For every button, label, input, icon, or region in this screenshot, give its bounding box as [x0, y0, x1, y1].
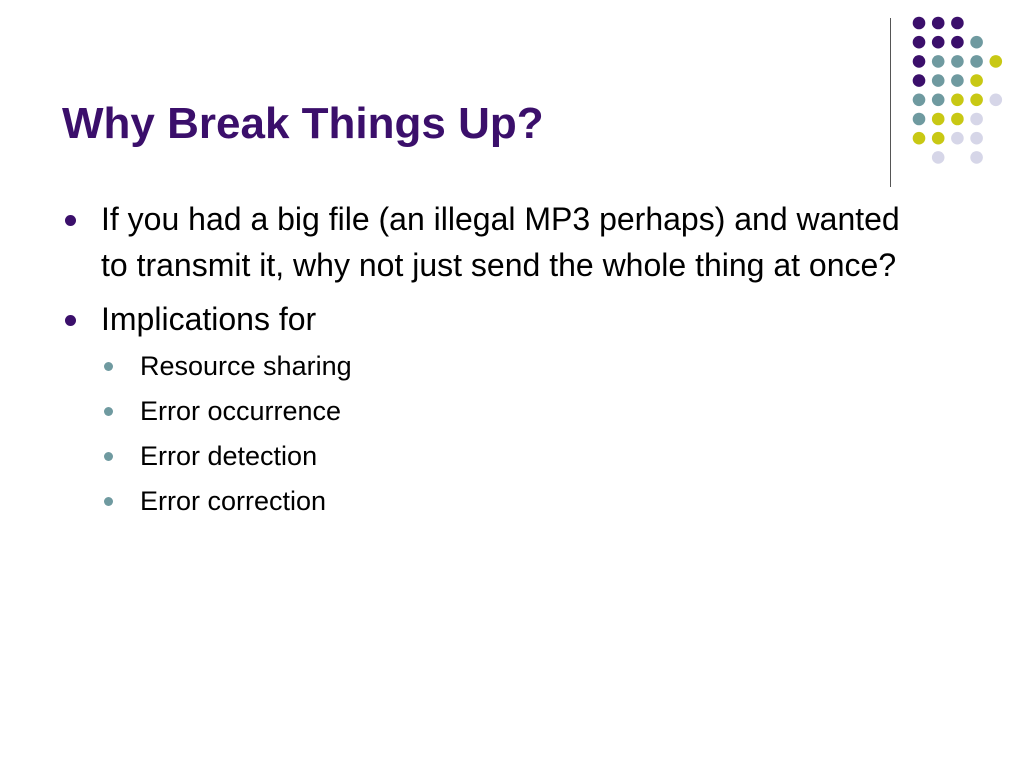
bullet-item [62, 196, 922, 288]
sub-bullet-dot [104, 497, 113, 506]
decorative-dot [951, 74, 964, 87]
slide-title: Why Break Things Up? [62, 99, 544, 148]
decorative-dot [970, 94, 983, 107]
decorative-dot [951, 94, 964, 107]
sub-bullet-text: Error detection [140, 441, 318, 471]
slide-body [62, 196, 922, 524]
decorative-dot [932, 74, 945, 87]
decorative-dot [951, 17, 964, 30]
decorative-dot [970, 74, 983, 87]
sub-bullet-item [101, 479, 922, 524]
decorative-dot [913, 94, 926, 107]
bullet-text: Implications for [101, 301, 317, 337]
bullet-dot [65, 315, 76, 326]
decorative-dot [932, 151, 945, 164]
sub-bullet-dot [104, 407, 113, 416]
sub-bullet-text: Error occurrence [140, 396, 342, 426]
decorative-dot [932, 36, 945, 49]
decorative-dot [913, 55, 926, 68]
sub-bullet-dot [104, 362, 113, 371]
sub-bullet-item [101, 389, 922, 434]
decorative-dot [951, 132, 964, 145]
sub-bullet-dot [104, 452, 113, 461]
sub-bullet-item [101, 434, 922, 479]
decorative-dot [932, 94, 945, 107]
sub-bullet-text: Resource sharing [140, 351, 352, 381]
decorative-dot [990, 94, 1003, 107]
decorative-dot [970, 151, 983, 164]
decorative-dot [913, 132, 926, 145]
decorative-dot [990, 55, 1003, 68]
decorative-dot [951, 36, 964, 49]
decorative-dot [913, 113, 926, 126]
vertical-divider [890, 18, 891, 187]
decorative-dot [913, 74, 926, 87]
sub-bullet-text: Error correction [140, 486, 327, 516]
bullet-text: If you had a big file (an illegal MP3 perhaps) and wanted to transmit it, why not just send the whole thing at once? [101, 201, 900, 283]
bullet-item [62, 296, 922, 342]
decorative-dot [970, 132, 983, 145]
decorative-dot [913, 36, 926, 49]
decorative-dot [913, 17, 926, 30]
decorative-dot [970, 55, 983, 68]
sub-bullet-list [62, 344, 922, 524]
bullet-dot [65, 215, 76, 226]
decorative-dot [951, 55, 964, 68]
decorative-dot [951, 113, 964, 126]
decorative-dot [932, 132, 945, 145]
decorative-dot [970, 113, 983, 126]
decorative-dot [932, 17, 945, 30]
decorative-dot [932, 113, 945, 126]
sub-bullet-item [101, 344, 922, 389]
decorative-dot [970, 36, 983, 49]
decorative-dot [932, 55, 945, 68]
